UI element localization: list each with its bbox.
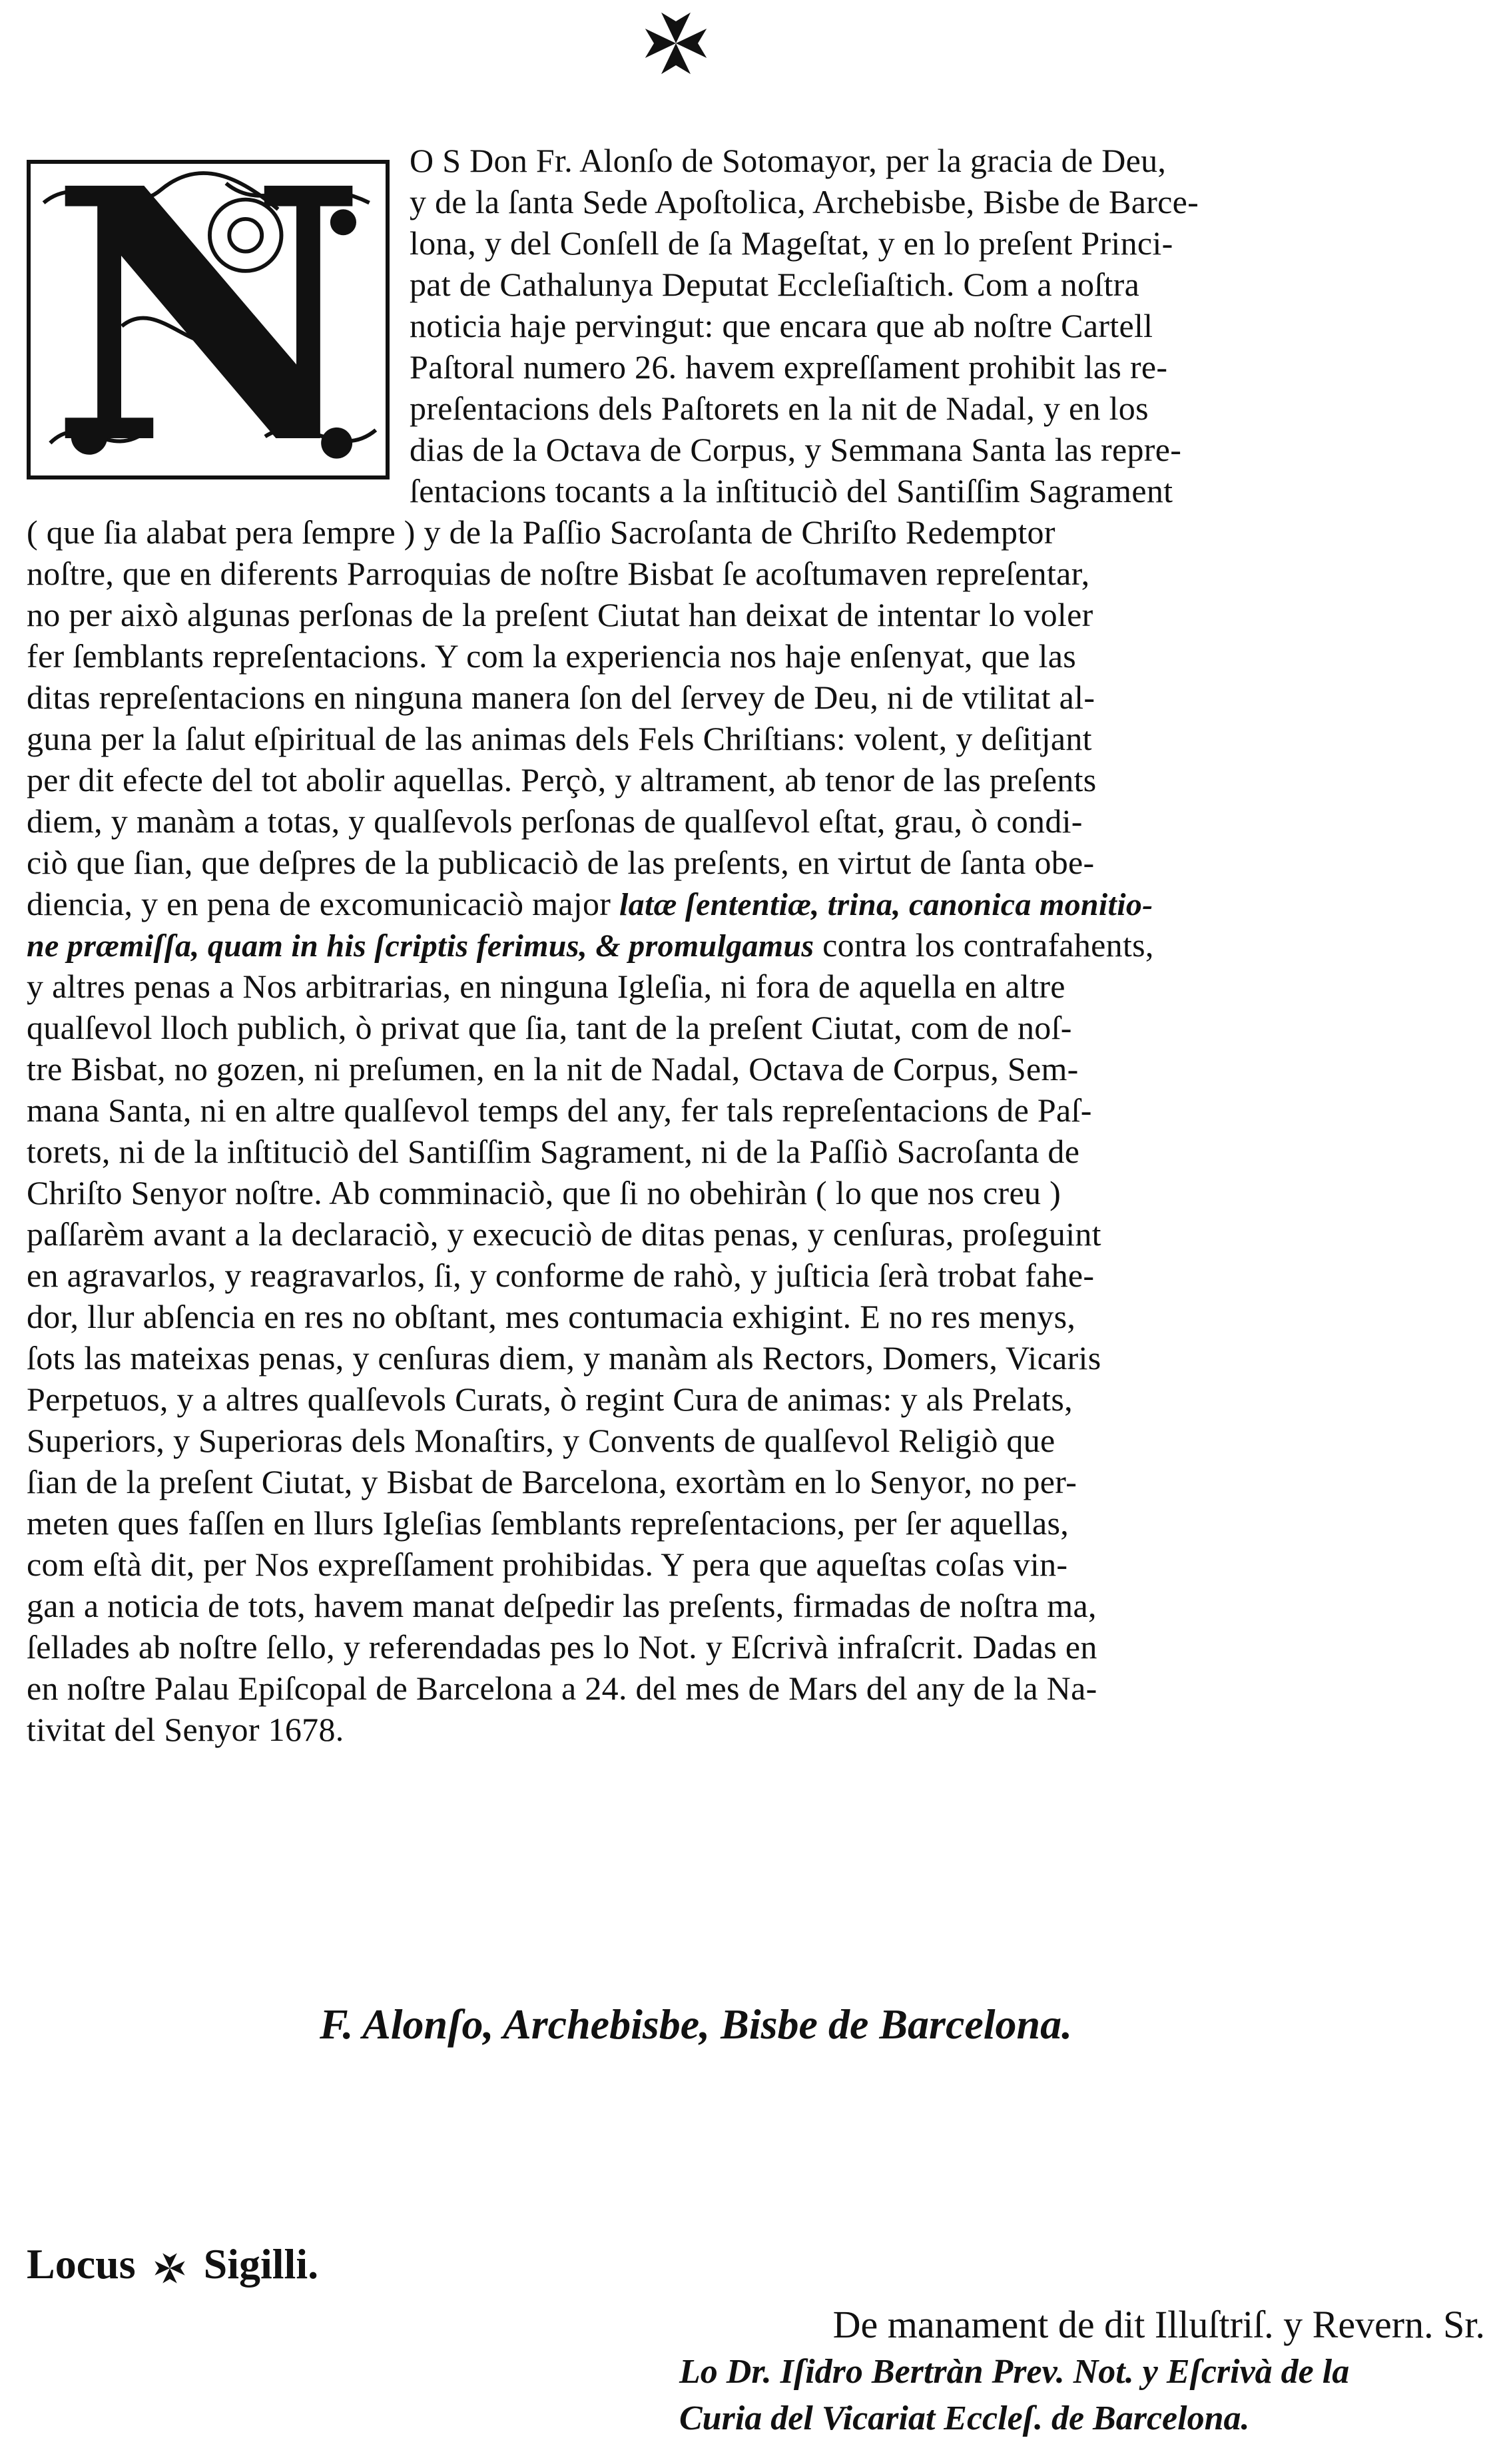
text-line: pat de Cathalunya Deputat Eccleſiaſtich. Com a noſtra (410, 266, 1140, 303)
text-line: paſſarèm avant a la declaraciò, y execuciò de ditas penas, y cenſuras, proſeguint (27, 1215, 1101, 1253)
text-line: ditas repreſentacions en ninguna manera ſon del ſervey de Deu, ni de vtilitat al- (27, 679, 1095, 716)
text-line: diem, y manàm a totas, y qualſevols perſonas de qualſevol eſtat, grau, ò condi- (27, 802, 1083, 840)
text-line: y altres penas a Nos arbitrarias, en ninguna Igleſia, ni fora de aquella en altre (27, 968, 1065, 1005)
latin-phrase-continued: ne præmiſſa, quam in his ſcriptis ferimus, & promulgamus (27, 928, 814, 964)
text-line: no per això algunas perſonas de la preſent Ciutat han deixat de intentar lo voler (27, 596, 1093, 633)
text-line: ſots las mateixas penas, y cenſuras diem, y manàm als Rectors, Domers, Vicaris (27, 1339, 1101, 1377)
text-segment: diencia, y en pena de excomunicaciò major (27, 885, 611, 922)
decorated-initial (27, 160, 390, 479)
locus-sigilli (27, 2238, 318, 2291)
text-line: dor, llur abſencia en res no obſtant, mes contumacia exhigint. E no res menys, (27, 1298, 1076, 1335)
seal-cross-icon (152, 2250, 188, 2286)
text-line: meten ques faſſen en llurs Igleſias ſemblants repreſentacions, per ſer aquellas, (27, 1504, 1069, 1542)
text-line: en noſtre Palau Epiſcopal de Barcelona a 24. del mes de Mars del any de la Na- (27, 1670, 1097, 1707)
text-line: lona, y del Conſell de ſa Mageſtat, y en lo preſent Princi- (410, 224, 1173, 262)
text-line: torets, ni de la inſtituciò del Santiſſim Sagrament, ni de la Paſſiò Sacroſanta de (27, 1133, 1080, 1170)
text-line: tivitat del Senyor 1678. (27, 1711, 344, 1748)
text-line: Perpetuos, y a altres qualſevols Curats, ò regint Cura de animas: y als Prelats, (27, 1381, 1073, 1418)
text-line (27, 924, 1154, 966)
maltese-cross-icon (639, 7, 713, 80)
text-line: per dit efecte del tot abolir aquellas. Perçò, y altrament, ab tenor de las preſents (27, 761, 1097, 798)
notary-line-3: Curia del Vicariat Eccleſ. de Barcelona. (679, 2399, 1250, 2437)
text-line: noticia haje pervingut: que encara que ab noſtre Cartell (410, 307, 1153, 344)
text-line: Chriſto Senyor noſtre. Ab comminaciò, que ſi no obehiràn ( lo que nos creu ) (27, 1174, 1061, 1211)
text-line: Paſtoral numero 26. havem expreſſament prohibit las re- (410, 348, 1168, 386)
text-line: gan a noticia de tots, havem manat deſpedir las preſents, firmadas de noſtra ma, (27, 1587, 1097, 1624)
text-line: preſentacions dels Paſtorets en la nit de Nadal, y en los (410, 390, 1149, 427)
locus-label: Locus (27, 2240, 136, 2288)
text-segment: contra los contrafahents, (822, 926, 1154, 964)
text-line: Superiors, y Superioras dels Monaſtirs, y Convents de qualſevol Religiò que (27, 1422, 1055, 1459)
text-line: fer ſemblants repreſentacions. Y com la experiencia nos haje enſenyat, que las (27, 637, 1076, 675)
text-line: com eſtà dit, per Nos expreſſament prohibidas. Y pera que aqueſtas coſas vin- (27, 1546, 1068, 1583)
text-line: ( que ſia alabat pera ſempre ) y de la Paſſio Sacroſanta de Chriſto Redemptor (27, 513, 1055, 551)
text-line: mana Santa, ni en altre qualſevol temps del any, fer tals repreſentacions de Paſ- (27, 1091, 1092, 1129)
sigilli-label: Sigilli. (203, 2240, 319, 2288)
text-line: noſtre, que en diferents Parroquias de noſtre Bisbat ſe acoſtumaven repreſentar, (27, 555, 1090, 592)
initial-letter: N (49, 160, 367, 479)
text-line: ciò que ſian, que deſpres de la publicaciò de las preſents, en virtut de ſanta obe- (27, 844, 1095, 881)
text-line: ſentacions tocants a la inſtituciò del Santiſſim Sagrament (410, 472, 1173, 509)
latin-phrase: latæ ſententiæ, trina, canonica monitio- (619, 887, 1153, 922)
text-line: dias de la Octava de Corpus, y Semmana Santa las repre- (410, 431, 1182, 468)
text-line: tre Bisbat, no gozen, ni preſumen, en la nit de Nadal, Octava de Corpus, Sem- (27, 1050, 1079, 1087)
notary-block (679, 2301, 1485, 2442)
text-line: guna per la ſalut eſpiritual de las animas dels Fels Chriſtians: volent, y deſitjant (27, 720, 1092, 757)
text-line: O S Don Fr. Alonſo de Sotomayor, per la gracia de Deu, (410, 142, 1167, 179)
text-line (27, 883, 1153, 924)
notary-line-2: Lo Dr. Iſidro Bertràn Prev. Not. y Eſcrivà de la (679, 2353, 1350, 2391)
text-line: en agravarlos, y reagravarlos, ſi, y conforme de rahò, y juſticia ſerà trobat fahe- (27, 1257, 1095, 1294)
text-line: qualſevol lloch publich, ò privat que ſia, tant de la preſent Ciutat, com de noſ- (27, 1009, 1072, 1046)
text-line: ſellades ab noſtre ſello, y referendadas pes lo Not. y Eſcrivà infraſcrit. Dadas en (27, 1628, 1097, 1666)
text-line: y de la ſanta Sede Apoſtolica, Archebisbe, Bisbe de Barce- (410, 183, 1199, 220)
text-line: ſian de la preſent Ciutat, y Bisbat de Barcelona, exortàm en lo Senyor, no per- (27, 1463, 1077, 1500)
notary-line-1: De manament de dit Illuſtriſ. y Revern. Sr. (832, 2303, 1485, 2346)
signature: F. Alonſo, Archebisbe, Bisbe de Barcelona. (320, 2001, 1073, 2048)
